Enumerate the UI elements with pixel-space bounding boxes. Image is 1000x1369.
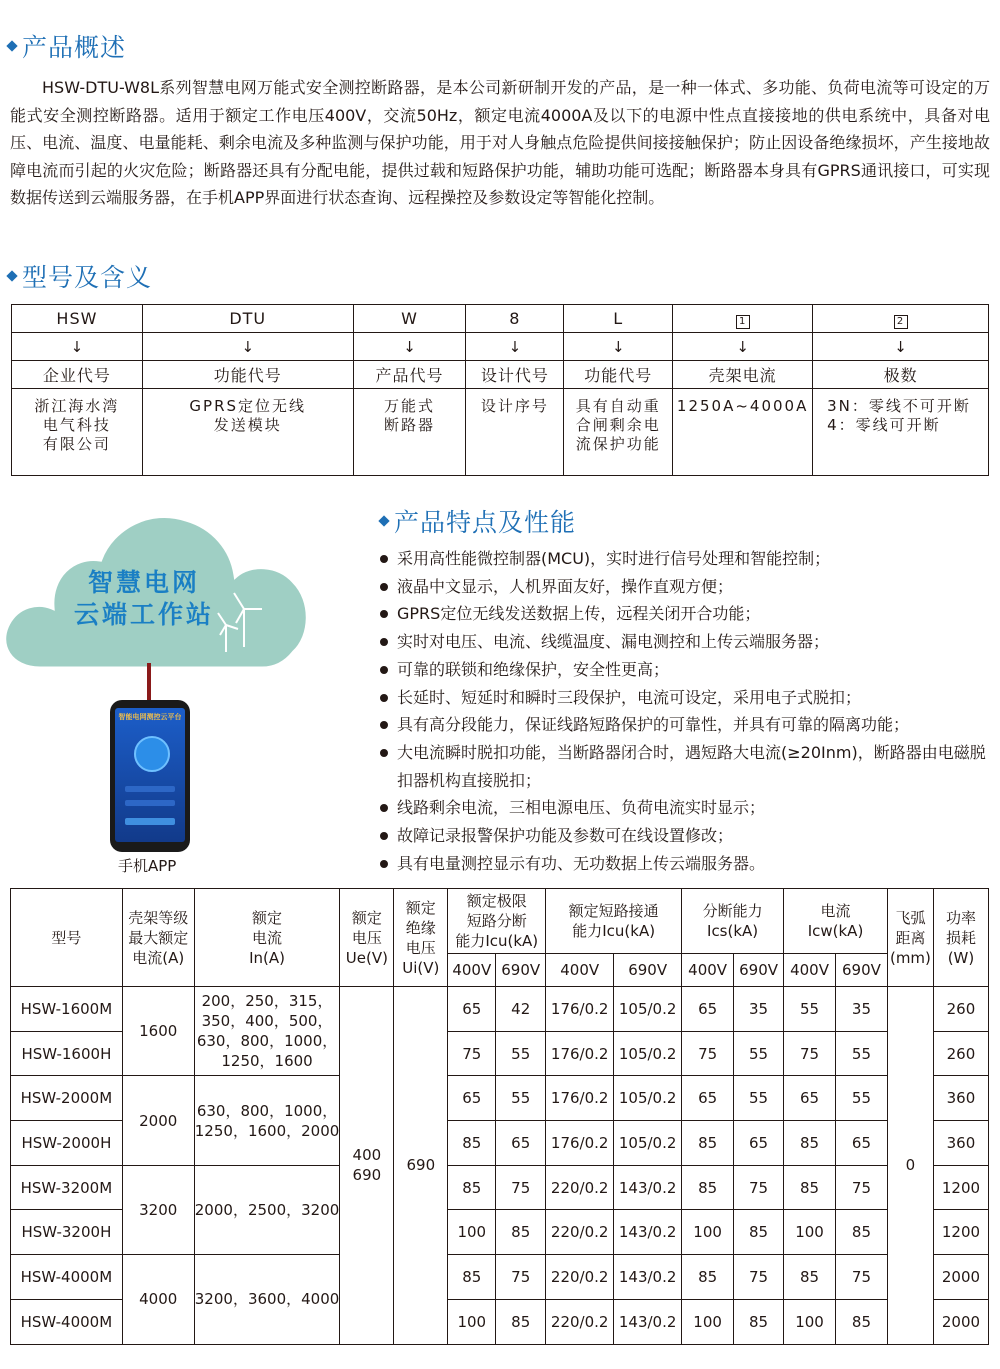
cell-icw400: 100 xyxy=(784,1210,836,1255)
model-code-cell: L xyxy=(564,305,673,333)
cell-ics690: 65 xyxy=(734,1121,784,1166)
cell-icu400: 65 xyxy=(448,1076,496,1121)
cell-icu400: 85 xyxy=(448,1165,496,1210)
spec-table xyxy=(10,888,989,1345)
model-title xyxy=(8,258,152,294)
cell-ics690: 55 xyxy=(734,1076,784,1121)
down-arrow-icon: ↓ xyxy=(142,333,353,361)
connection-wire xyxy=(147,663,151,703)
cell-con400: 220/0.2 xyxy=(546,1210,614,1255)
phone-label: 手机APP xyxy=(118,857,177,875)
overview-text: HSW-DTU-W8L系列智慧电网万能式安全测控断路器，是本公司新研制开发的产品，是一种一体式、多功能、负荷电流等可设定的万能式安全测控断路器。适用于额定工作电压400V，交流50Hz，额定电流4000A及以下的电源中性点直接接地的供电系统中，具备对电压、电流、温度、电量能耗、剩余电流及多种监测与保护功能，用于对人身触点危险提供间接接触保护；防止因设备绝缘损坏，产生接地故障电流而引起的火灾危险；断路器还具有分配电能，提供过载和短路保护功能，辅助功能可选配；断路器本身具有GPRS通讯接口，可实现数据传送到云端服务器，在手机APP界面进行状态查询、远程操控及参数设定等智能化控制。 xyxy=(10,78,990,207)
cell-currents: 200，250，315， 350，400，500， 630，800，1000， 1250，1600 xyxy=(194,987,340,1076)
cell-model: HSW-4000M xyxy=(11,1255,123,1300)
cell-ics400: 100 xyxy=(682,1210,734,1255)
phone-app-title: 智能电网测控云平台 xyxy=(118,713,182,721)
cell-icu400: 85 xyxy=(448,1121,496,1166)
header-690v: 690V xyxy=(614,954,682,987)
cell-model: HSW-3200H xyxy=(11,1210,123,1255)
cell-ics690: 55 xyxy=(734,1031,784,1076)
header-ui: 额定 绝缘 电压 Ui(V) xyxy=(394,889,448,987)
model-code-cell: DTU xyxy=(142,305,353,333)
cell-icu690: 75 xyxy=(496,1255,546,1300)
down-arrow-icon: ↓ xyxy=(353,333,466,361)
cell-ics400: 85 xyxy=(682,1255,734,1300)
cell-con690: 105/0.2 xyxy=(614,1031,682,1076)
model-desc-cell: 3N：零线不可开断 4：零线可开断 xyxy=(813,389,989,476)
cell-frame: 3200 xyxy=(122,1165,194,1254)
phone-mockup xyxy=(110,700,190,852)
model-label-cell: 功能代号 xyxy=(142,361,353,389)
feature-item: 液晶中文显示，人机界面友好，操作直观方便； xyxy=(380,573,990,601)
feature-item: 实时对电压、电流、线缆温度、漏电测控和上传云端服务器； xyxy=(380,628,990,656)
cell-ics690: 75 xyxy=(734,1255,784,1300)
cell-icu400: 65 xyxy=(448,987,496,1032)
cell-power: 1200 xyxy=(933,1165,988,1210)
cell-model: HSW-1600M xyxy=(11,987,123,1032)
cell-con400: 220/0.2 xyxy=(546,1165,614,1210)
cell-con400: 220/0.2 xyxy=(546,1255,614,1300)
model-code-row xyxy=(12,305,989,333)
cell-ics400: 65 xyxy=(682,1076,734,1121)
model-desc-cell: 万能式 断路器 xyxy=(353,389,466,476)
spec-row xyxy=(11,1076,989,1121)
down-arrow-icon: ↓ xyxy=(813,333,989,361)
header-400v: 400V xyxy=(448,954,496,987)
boxed-number: 1 xyxy=(736,315,750,329)
cell-ics400: 75 xyxy=(682,1031,734,1076)
cell-power: 360 xyxy=(933,1076,988,1121)
overview-title-text: 产品概述 xyxy=(22,33,127,62)
cell-con400: 176/0.2 xyxy=(546,1031,614,1076)
spec-row xyxy=(11,987,989,1032)
model-label-cell: 产品代号 xyxy=(353,361,466,389)
cell-con400: 176/0.2 xyxy=(546,1121,614,1166)
model-desc-cell: 具有自动重 合闸剩余电 流保护功能 xyxy=(564,389,673,476)
cell-icw400: 65 xyxy=(784,1076,836,1121)
cell-model: HSW-3200M xyxy=(11,1165,123,1210)
phone-login-button xyxy=(125,818,175,825)
cell-ics690: 35 xyxy=(734,987,784,1032)
model-code-cell: 8 xyxy=(466,305,564,333)
down-arrow-icon: ↓ xyxy=(466,333,564,361)
diamond-icon xyxy=(378,515,389,526)
cell-con400: 176/0.2 xyxy=(546,1076,614,1121)
model-label-cell: 设计代号 xyxy=(466,361,564,389)
cell-icw690: 65 xyxy=(836,1121,888,1166)
cell-currents: 2000，2500，3200 xyxy=(194,1165,340,1254)
cell-icw400: 85 xyxy=(784,1255,836,1300)
header-model: 型号 xyxy=(11,889,123,987)
model-desc-row xyxy=(12,389,989,476)
cell-ics400: 65 xyxy=(682,987,734,1032)
feature-item: 采用高性能微控制器(MCU)，实时进行信号处理和智能控制； xyxy=(380,545,990,573)
cell-con690: 143/0.2 xyxy=(614,1299,682,1344)
cell-con690: 143/0.2 xyxy=(614,1255,682,1300)
feature-item: 具有高分段能力，保证线路短路保护的可靠性，并具有可靠的隔离功能； xyxy=(380,711,990,739)
cell-power: 260 xyxy=(933,987,988,1032)
header-400v: 400V xyxy=(784,954,836,987)
cell-power: 260 xyxy=(933,1031,988,1076)
cell-icw690: 55 xyxy=(836,1076,888,1121)
phone-screen xyxy=(115,708,185,842)
cell-icu400: 75 xyxy=(448,1031,496,1076)
cell-icw400: 85 xyxy=(784,1165,836,1210)
header-690v: 690V xyxy=(836,954,888,987)
header-icu: 额定极限 短路分断 能力Icu(kA) xyxy=(448,889,546,954)
diamond-icon xyxy=(6,270,17,281)
feature-item: 线路剩余电流，三相电源电压、负荷电流实时显示； xyxy=(380,794,990,822)
header-ics: 分断能力 Ics(kA) xyxy=(682,889,784,954)
model-title-text: 型号及含义 xyxy=(22,263,153,292)
cell-icw690: 35 xyxy=(836,987,888,1032)
model-desc-cell: 设计序号 xyxy=(466,389,564,476)
model-label-cell: 功能代号 xyxy=(564,361,673,389)
cell-con690: 105/0.2 xyxy=(614,1076,682,1121)
header-rated-current: 额定 电流 In(A) xyxy=(194,889,340,987)
header-icw: 电流 Icw(kA) xyxy=(784,889,888,954)
header-frame: 壳架等级 最大额定 电流(A) xyxy=(122,889,194,987)
cell-icw690: 85 xyxy=(836,1299,888,1344)
model-code-cell xyxy=(813,305,989,333)
cell-arc: 0 xyxy=(887,987,933,1345)
feature-item: 故障记录报警保护功能及参数可在线设置修改； xyxy=(380,822,990,850)
feature-item: 长延时、短延时和瞬时三段保护，电流可设定，采用电子式脱扣； xyxy=(380,684,990,712)
down-arrow-icon: ↓ xyxy=(673,333,813,361)
model-label-cell: 极数 xyxy=(813,361,989,389)
features-title xyxy=(380,503,576,539)
cell-ics400: 85 xyxy=(682,1165,734,1210)
cell-icu690: 55 xyxy=(496,1031,546,1076)
cell-icw400: 55 xyxy=(784,987,836,1032)
model-arrow-row xyxy=(12,333,989,361)
model-code-cell: W xyxy=(353,305,466,333)
cell-icu690: 75 xyxy=(496,1165,546,1210)
cell-icw690: 75 xyxy=(836,1165,888,1210)
cell-power: 2000 xyxy=(933,1299,988,1344)
header-690v: 690V xyxy=(734,954,784,987)
model-code-cell xyxy=(673,305,813,333)
header-power: 功率 损耗 (W) xyxy=(933,889,988,987)
feature-item: 可靠的联锁和绝缘保护，安全性更高； xyxy=(380,656,990,684)
cell-con400: 220/0.2 xyxy=(546,1299,614,1344)
features-title-text: 产品特点及性能 xyxy=(394,508,577,537)
model-desc-cell: GPRS定位无线 发送模块 xyxy=(142,389,353,476)
cell-model: HSW-4000M xyxy=(11,1299,123,1344)
cell-ics690: 85 xyxy=(734,1210,784,1255)
cloud-line-1: 智慧电网 xyxy=(88,568,201,597)
cell-power: 1200 xyxy=(933,1210,988,1255)
cell-icu690: 85 xyxy=(496,1210,546,1255)
cell-model: HSW-2000H xyxy=(11,1121,123,1166)
cloud-line-2: 云端工作站 xyxy=(74,600,215,629)
model-label-row xyxy=(12,361,989,389)
cell-frame: 2000 xyxy=(122,1076,194,1165)
cloud-illustration xyxy=(0,497,330,677)
cell-model: HSW-2000M xyxy=(11,1076,123,1121)
cell-con690: 143/0.2 xyxy=(614,1210,682,1255)
down-arrow-icon: ↓ xyxy=(564,333,673,361)
spec-header-row xyxy=(11,889,989,954)
cell-frame: 1600 xyxy=(122,987,194,1076)
header-arc: 飞弧 距离 (mm) xyxy=(887,889,933,987)
cell-ics400: 100 xyxy=(682,1299,734,1344)
cell-icu690: 55 xyxy=(496,1076,546,1121)
cell-con400: 176/0.2 xyxy=(546,987,614,1032)
cell-ue: 400 690 xyxy=(340,987,394,1345)
overview-title xyxy=(8,28,126,64)
cell-power: 360 xyxy=(933,1121,988,1166)
cell-currents: 630，800，1000， 1250，1600，2000 xyxy=(194,1076,340,1165)
cell-icw690: 55 xyxy=(836,1031,888,1076)
cell-power: 2000 xyxy=(933,1255,988,1300)
feature-item: 具有电量测控显示有功、无功数据上传云端服务器。 xyxy=(380,850,990,878)
spec-row xyxy=(11,1165,989,1210)
cell-con690: 105/0.2 xyxy=(614,1121,682,1166)
feature-item: 大电流瞬时脱扣功能，当断路器闭合时，遇短路大电流(≥20Inm)，断路器由电磁脱扣器机构直接脱扣； xyxy=(380,739,990,794)
model-desc-cell: 浙江海水湾 电气科技 有限公司 xyxy=(12,389,143,476)
cell-ics400: 85 xyxy=(682,1121,734,1166)
diamond-icon xyxy=(6,40,17,51)
cell-icu400: 100 xyxy=(448,1299,496,1344)
cell-icw690: 75 xyxy=(836,1255,888,1300)
phone-password-field xyxy=(125,800,175,806)
down-arrow-icon: ↓ xyxy=(12,333,143,361)
header-400v: 400V xyxy=(546,954,614,987)
cell-icw400: 75 xyxy=(784,1031,836,1076)
header-690v: 690V xyxy=(496,954,546,987)
cell-icw400: 100 xyxy=(784,1299,836,1344)
model-label-cell: 企业代号 xyxy=(12,361,143,389)
cell-ics690: 85 xyxy=(734,1299,784,1344)
cell-currents: 3200，3600，4000 xyxy=(194,1255,340,1344)
header-400v: 400V xyxy=(682,954,734,987)
model-table xyxy=(11,304,989,476)
cell-ics690: 75 xyxy=(734,1165,784,1210)
cell-frame: 4000 xyxy=(122,1255,194,1344)
header-ue: 额定 电压 Ue(V) xyxy=(340,889,394,987)
header-icu-connect: 额定短路接通 能力Icu(kA) xyxy=(546,889,682,954)
cell-icu400: 85 xyxy=(448,1255,496,1300)
cell-icu400: 100 xyxy=(448,1210,496,1255)
model-code-cell: HSW xyxy=(12,305,143,333)
cell-icu690: 42 xyxy=(496,987,546,1032)
cell-con690: 105/0.2 xyxy=(614,987,682,1032)
features-list xyxy=(380,545,990,877)
cell-icw400: 85 xyxy=(784,1121,836,1166)
cell-icw690: 85 xyxy=(836,1210,888,1255)
feature-item: GPRS定位无线发送数据上传，远程关闭开合功能； xyxy=(380,600,990,628)
spec-row xyxy=(11,1255,989,1300)
cell-icu690: 65 xyxy=(496,1121,546,1166)
cloud-label xyxy=(74,567,214,631)
model-desc-cell: 1250A~4000A xyxy=(673,389,813,476)
cell-icu690: 85 xyxy=(496,1299,546,1344)
app-logo-icon xyxy=(134,736,170,772)
cell-ui: 690 xyxy=(394,987,448,1345)
boxed-number: 2 xyxy=(894,315,908,329)
model-label-cell: 壳架电流 xyxy=(673,361,813,389)
cell-model: HSW-1600H xyxy=(11,1031,123,1076)
phone-username-field xyxy=(125,786,175,792)
cell-con690: 143/0.2 xyxy=(614,1165,682,1210)
